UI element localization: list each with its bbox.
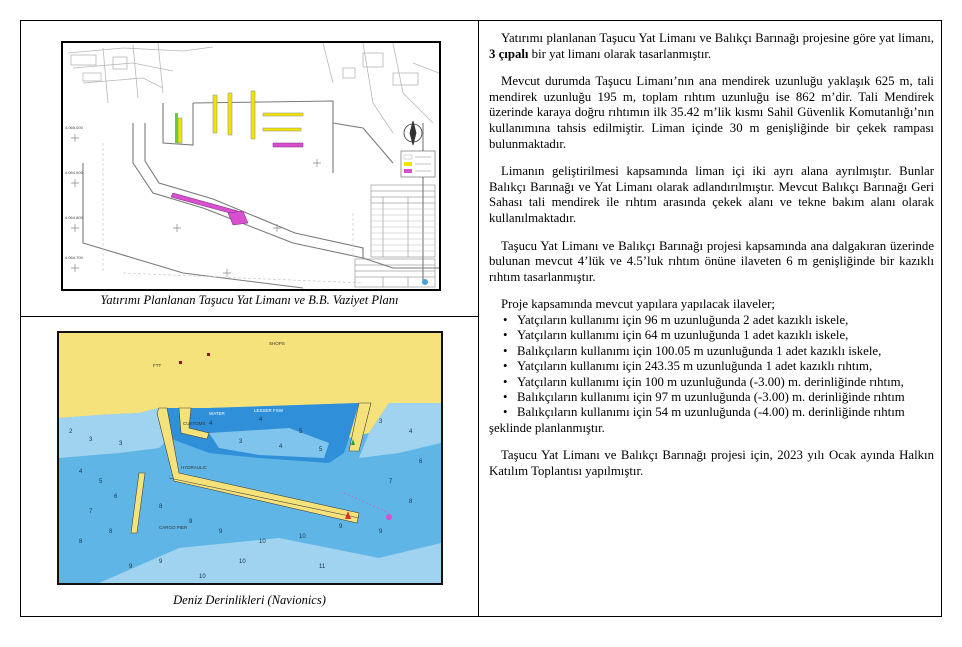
svg-text:9: 9 bbox=[339, 524, 343, 530]
svg-text:3: 3 bbox=[119, 441, 123, 447]
list-item: • Yatçıların kullanımı için 64 m uzunluğunda 1 adet kazıklı iskele, bbox=[517, 328, 934, 343]
paragraph-5-intro: Proje kapsamında mevcut yapılara yapılacak ilaveler; bbox=[501, 297, 775, 312]
svg-text:4: 4 bbox=[79, 469, 83, 475]
list-item: • Yatçıların kullanımı için 100 m uzunluğunda (-3.00) m. derinliğinde rıhtım, bbox=[517, 375, 934, 390]
svg-text:11: 11 bbox=[319, 564, 326, 570]
p1-text-start: Yatırımı planlanan Taşucu Yat Limanı ve Balıkçı Barınağı projesine göre yat limanı, bbox=[501, 31, 934, 45]
site-plan-caption: Yatırımı Planlanan Taşucu Yat Limanı ve B.B. Vaziyet Planı bbox=[100, 293, 399, 307]
description-cell bbox=[479, 21, 942, 618]
label-hydraulic: HYDRAULIC bbox=[181, 465, 208, 470]
label-shops: SHOPS bbox=[269, 341, 285, 346]
label-cargo-pier: CARGO PIER bbox=[159, 525, 188, 530]
navionics-chart bbox=[59, 333, 441, 583]
svg-text:5: 5 bbox=[99, 479, 103, 485]
paragraph-5-outro: şeklinde planlanmıştır. bbox=[489, 420, 605, 435]
depth-chart-cell bbox=[21, 317, 478, 618]
paragraph-4: Taşucu Yat Limanı ve Balıkçı Barınağı projesi kapsamında ana dalgakıran üzerinde bulunan mevcut 4’lük ve 4.5’luk rıhtım önüne ilaveten 6 m genişliğinde bir kazıklı rıhtım tasarlanmıştır. bbox=[489, 238, 934, 284]
svg-text:6: 6 bbox=[419, 459, 423, 465]
svg-text:9: 9 bbox=[219, 529, 223, 535]
site-plan-cell bbox=[21, 21, 478, 316]
svg-text:8: 8 bbox=[159, 504, 163, 510]
svg-text:9: 9 bbox=[159, 559, 163, 565]
list-item: • Balıkçıların kullanımı için 54 m uzunluğunda (-4.00) m. derinliğinde rıhtım bbox=[517, 405, 934, 420]
svg-text:6: 6 bbox=[114, 494, 118, 500]
svg-text:5: 5 bbox=[299, 429, 303, 435]
svg-text:9: 9 bbox=[129, 564, 133, 570]
svg-text:4: 4 bbox=[279, 444, 283, 450]
site-plan-drawing bbox=[63, 43, 439, 289]
svg-text:3: 3 bbox=[89, 437, 93, 443]
label-customs: CUSTOMS bbox=[183, 421, 206, 426]
label-ftt: FTT bbox=[153, 363, 162, 368]
svg-text:4.064.800: 4.064.800 bbox=[65, 215, 83, 220]
svg-text:8: 8 bbox=[79, 539, 83, 545]
svg-text:4.064.700: 4.064.700 bbox=[65, 255, 83, 260]
svg-text:9: 9 bbox=[379, 529, 383, 535]
depth-chart-image bbox=[57, 331, 443, 585]
svg-text:4.064.900: 4.064.900 bbox=[65, 170, 83, 175]
layout-table bbox=[20, 20, 942, 617]
svg-text:2: 2 bbox=[69, 429, 73, 435]
svg-text:3: 3 bbox=[379, 419, 383, 425]
svg-text:4: 4 bbox=[409, 429, 413, 435]
list-item: • Balıkçıların kullanımı için 97 m uzunluğunda (-3.00) m. derinliğinde rıhtım bbox=[517, 390, 934, 405]
list-item: • Yatçıların kullanımı için 243.35 m uzunluğunda 1 adet kazıklı rıhtım, bbox=[517, 359, 934, 374]
depth-chart-caption: Deniz Derinlikleri (Navionics) bbox=[173, 593, 326, 607]
svg-text:7: 7 bbox=[89, 509, 93, 515]
svg-text:5: 5 bbox=[319, 447, 323, 453]
svg-text:3: 3 bbox=[239, 439, 243, 445]
svg-text:7: 7 bbox=[389, 479, 393, 485]
svg-text:10: 10 bbox=[199, 574, 206, 580]
additions-list bbox=[489, 313, 934, 421]
paragraph-6: Taşucu Yat Limanı ve Balıkçı Barınağı projesi için, 2023 yılı Ocak ayında Halkın Katılım Toplantısı yapılmıştır. bbox=[489, 448, 934, 478]
svg-text:4: 4 bbox=[209, 421, 213, 427]
paragraph-2: Mevcut durumda Taşucu Limanı’nın ana mendirek uzunluğu yaklaşık 625 m, tali mendirek uzunluğu 195 m, toplam rıhtım uzunluğu ise 862 m’dir. Tali Mendirek üzerinde karaya doğru rıhtımın ilk 35.42 m’lik kısmı Sahil Güvenlik Komutanlığı’nın kullanımına tahsis edilmiştir. Liman içinde 30 m genişliğinde bir çekek rampası bulunmaktadır. bbox=[489, 74, 934, 151]
svg-text:10: 10 bbox=[259, 539, 266, 545]
label-lesser: LESSER FSW bbox=[254, 408, 284, 413]
svg-text:8: 8 bbox=[109, 529, 113, 535]
list-item: • Yatçıların kullanımı için 96 m uzunluğunda 2 adet kazıklı iskele, bbox=[517, 313, 934, 328]
paragraph-1 bbox=[489, 31, 934, 62]
svg-text:10: 10 bbox=[299, 534, 306, 540]
p1-bold: 3 çıpalı bbox=[489, 46, 529, 61]
label-water: WATER bbox=[209, 411, 225, 416]
svg-text:8: 8 bbox=[409, 499, 413, 505]
p1-text-end: bir yat limanı olarak tasarlanmıştır. bbox=[528, 46, 712, 61]
svg-text:9: 9 bbox=[189, 519, 193, 525]
site-plan-image bbox=[61, 41, 441, 291]
svg-text:10: 10 bbox=[239, 559, 246, 565]
paragraph-3: Limanın geliştirilmesi kapsamında liman içi iki ayrı alana ayrılmıştır. Bunlar Balıkçı Barınağı ve Yat Limanı olarak adlandırılmıştır. Mevcut Balıkçı Barınağı Geri Sahası tali mendirek ile rıhtım arasında çekek alanı ve tekne bakım alanı olarak kullanılmaktadır. bbox=[489, 164, 934, 225]
svg-text:4: 4 bbox=[259, 417, 263, 423]
plan-legend bbox=[401, 151, 435, 177]
list-item: • Balıkçıların kullanımı için 100.05 m uzunluğunda 1 adet kazıklı iskele, bbox=[517, 344, 934, 359]
svg-text:4.065.000: 4.065.000 bbox=[65, 125, 83, 130]
